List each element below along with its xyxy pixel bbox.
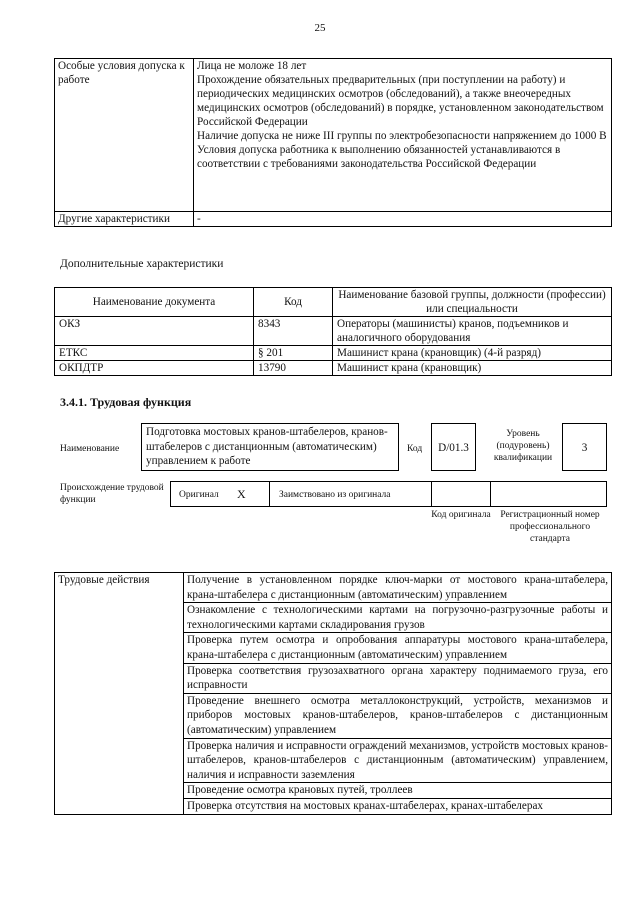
original-cell xyxy=(170,481,270,507)
column-header: Код xyxy=(254,288,333,317)
code-box: D/01.3 xyxy=(431,423,476,471)
table-cell: § 201 xyxy=(254,346,333,361)
other-characteristics-label: Другие характеристики xyxy=(55,212,194,227)
table-row xyxy=(55,361,612,376)
table-cell: ОКПДТР xyxy=(55,361,254,376)
original-label: Оригинал xyxy=(179,490,219,500)
condition-line: Прохождение обязательных предварительных (при поступлении на работу) и периодических медицинских осмотров (обследований), а также внеочередных медицинских осмотров (обследований) в порядке, установленном законодательством Российской Федерации xyxy=(197,74,604,128)
labor-actions-label: Трудовые действия xyxy=(55,573,184,815)
labor-action-item: Проверка соответствия грузозахватного органа характеру поднимаемого груза, его исправности xyxy=(184,663,612,693)
condition-line: Лица не моложе 18 лет xyxy=(197,60,307,72)
table-row xyxy=(55,573,612,603)
labor-action-item: Проведение осмотра крановых путей, троллеев xyxy=(184,783,612,799)
condition-line: Условия допуска работника к выполнению обязанностей устанавливаются в соответствии с требованиями законодательства Российской Федерации xyxy=(197,144,561,170)
name-label: Наименование xyxy=(60,444,120,454)
table-cell: Машинист крана (крановщик) (4-й разряд) xyxy=(333,346,612,361)
level-label: Уровень (подуровень) квалификации xyxy=(493,429,553,463)
table-cell: Машинист крана (крановщик) xyxy=(333,361,612,376)
table-cell: 8343 xyxy=(254,317,333,346)
condition-line: Наличие допуска не ниже III группы по электробезопасности напряжением до 1000 В xyxy=(197,130,607,142)
table-cell: Операторы (машинисты) кранов, подъемников и аналогичного оборудования xyxy=(333,317,612,346)
section-title: 3.4.1. Трудовая функция xyxy=(60,395,192,409)
column-header: Наименование базовой группы, должности (профессии) или специальности xyxy=(333,288,612,317)
other-characteristics-value: - xyxy=(194,212,612,227)
table-row xyxy=(55,317,612,346)
labor-action-item: Ознакомление с технологическими картами на погрузочно-разгрузочные работы и технологическими картами складирования грузов xyxy=(184,603,612,633)
reg-number-caption: Регистрационный номер профессионального стандарта xyxy=(500,510,600,544)
reg-number-cell xyxy=(490,481,607,507)
code-label: Код xyxy=(407,444,423,454)
labor-actions-table xyxy=(54,572,612,815)
borrowed-cell xyxy=(269,481,432,507)
original-mark: X xyxy=(237,487,246,501)
table-cell: 13790 xyxy=(254,361,333,376)
additional-characteristics-table xyxy=(54,287,612,376)
labor-action-item: Получение в установленном порядке ключ-марки от мостового крана-штабелера, крана-штабелера с дистанционным (автоматическим) управлением xyxy=(184,573,612,603)
labor-action-item: Проверка отсутствия на мостовых кранах-штабелерах, кранах-штабелерах xyxy=(184,798,612,814)
table-cell: ЕТКС xyxy=(55,346,254,361)
additional-characteristics-title: Дополнительные характеристики xyxy=(60,258,224,270)
labor-action-item: Проверка путем осмотра и опробования аппаратуры мостового крана-штабелера, крана-штабелера с дистанционным (автоматическим) управлением xyxy=(184,633,612,663)
level-box: 3 xyxy=(562,423,607,471)
borrowed-label: Заимствовано из оригинала xyxy=(279,490,391,500)
column-header: Наименование документа xyxy=(55,288,254,317)
page-number: 25 xyxy=(314,22,326,34)
table-cell: ОКЗ xyxy=(55,317,254,346)
orig-code-caption: Код оригинала xyxy=(431,510,491,520)
conditions-label: Особые условия допуска к работе xyxy=(55,59,194,212)
function-name-box: Подготовка мостовых кранов-штабелеров, кранов-штабелеров с дистанционным (автоматическим) управлением к работе xyxy=(141,423,399,471)
conditions-table xyxy=(54,58,612,227)
table-header-row xyxy=(55,288,612,317)
table-row xyxy=(55,59,612,212)
conditions-value xyxy=(194,59,612,212)
origin-label: Происхождение трудовой функции xyxy=(60,483,164,505)
labor-action-item: Проверка наличия и исправности ограждений механизмов, устройств мостовых кранов-штабелеров, кранов-штабелеров с дистанционным (автоматическим) управлением, наличия и исправности заземления xyxy=(184,738,612,783)
table-row xyxy=(55,212,612,227)
orig-code-cell xyxy=(431,481,491,507)
labor-action-item: Проведение внешнего осмотра металлоконструкций, устройств, механизмов и приборов мостовых кранов-штабелеров, кранов-штабелеров с дистанционным (автоматическим) управлением xyxy=(184,693,612,738)
table-row xyxy=(55,346,612,361)
